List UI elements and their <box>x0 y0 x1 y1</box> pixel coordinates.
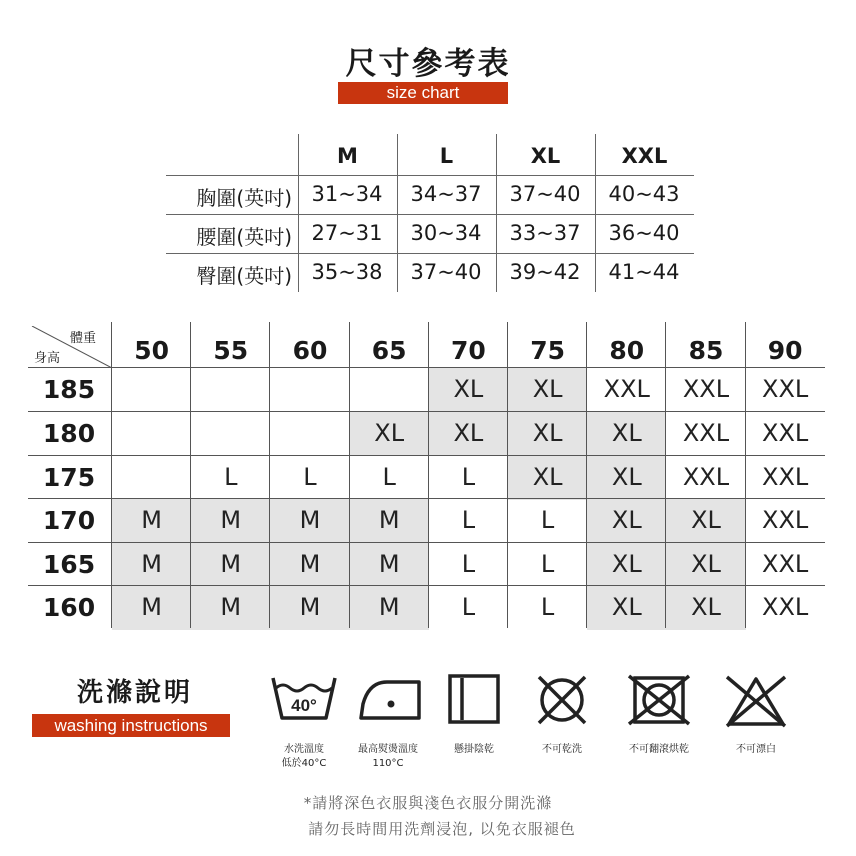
grid-divider <box>111 322 112 628</box>
grid-divider <box>745 322 746 628</box>
measurement-value: 33~37 <box>509 221 581 245</box>
grid-divider <box>28 367 825 368</box>
note-line: *請將深色衣服與淺色衣服分開洗滌 <box>303 794 553 812</box>
size-cell: L <box>461 550 476 578</box>
iron-110-icon <box>357 674 423 726</box>
size-cell: M <box>141 506 162 534</box>
size-cell: L <box>461 593 476 621</box>
size-cell: M <box>220 593 242 621</box>
page-subtitle-badge: size chart <box>338 82 508 104</box>
table-divider <box>166 253 694 254</box>
measurement-value: 41~44 <box>608 260 680 284</box>
size-cell: M <box>220 506 242 534</box>
size-cell: XXL <box>762 375 809 403</box>
wash-label: 水洗溫度 低於40°C <box>281 744 327 769</box>
height-header: 175 <box>42 463 96 492</box>
size-header: XXL <box>621 144 668 168</box>
weight-header: 50 <box>134 336 169 365</box>
size-header: L <box>439 144 454 168</box>
no-dry-clean-icon <box>535 674 589 730</box>
grid-divider <box>28 411 825 412</box>
grid-divider <box>665 322 666 628</box>
size-cell: XL <box>532 419 563 447</box>
grid-divider <box>586 322 587 628</box>
table-divider <box>166 214 694 215</box>
size-cell <box>112 412 191 455</box>
measurement-value: 34~37 <box>410 182 482 206</box>
size-cell: XXL <box>682 463 730 491</box>
grid-divider <box>507 322 508 628</box>
size-cell: M <box>141 593 162 621</box>
size-cell <box>112 456 191 499</box>
size-cell: L <box>224 463 238 491</box>
size-cell: XXL <box>762 593 809 621</box>
weight-header: 60 <box>292 336 328 365</box>
grid-divider <box>190 322 191 628</box>
size-cell: XL <box>532 375 563 403</box>
iron-label: 最高熨燙溫度 110°C <box>358 744 418 769</box>
grid-divider <box>349 322 350 628</box>
grid-divider <box>269 322 270 628</box>
grid-divider <box>428 322 429 628</box>
measurement-value: 40~43 <box>608 182 680 206</box>
size-cell: M <box>220 550 242 578</box>
measurement-label: 腰圍(英吋) <box>196 225 292 249</box>
no-tumble-dry-label: 不可翻滾烘乾 <box>629 744 689 755</box>
size-cell: XL <box>611 419 642 447</box>
size-cell: L <box>461 506 476 534</box>
weight-header: 90 <box>767 336 803 365</box>
size-header: XL <box>530 144 561 168</box>
table-divider <box>166 175 694 176</box>
note-line: 請勿長時間用洗劑浸泡, 以免衣服褪色 <box>308 820 576 838</box>
size-cell: XL <box>532 463 563 491</box>
size-cell: L <box>303 463 317 491</box>
washing-title: 洗滌說明 <box>76 678 193 708</box>
grid-divider <box>28 542 825 543</box>
weight-header: 80 <box>609 336 645 365</box>
height-header: 185 <box>42 375 96 404</box>
height-header: 165 <box>42 550 96 579</box>
size-cell: XL <box>691 593 721 621</box>
no-tumble-dry-icon <box>627 674 691 730</box>
measurement-value: 30~34 <box>410 221 482 245</box>
grid-divider <box>28 498 825 499</box>
measurement-value: 31~34 <box>311 182 383 206</box>
size-cell: M <box>299 550 321 578</box>
weight-header: 70 <box>450 336 486 365</box>
size-cell: XL <box>374 419 405 447</box>
size-cell: L <box>540 506 555 534</box>
measurement-value: 37~40 <box>410 260 482 284</box>
grid-divider <box>28 585 825 586</box>
corner-weight-label: 體重 <box>70 331 97 346</box>
height-header: 170 <box>42 506 96 535</box>
measurement-value: 27~31 <box>311 221 383 245</box>
size-cell: M <box>299 593 321 621</box>
measurement-value: 35~38 <box>311 260 383 284</box>
hang-dry-label: 懸掛陰乾 <box>454 744 494 755</box>
size-cell: M <box>378 506 400 534</box>
size-cell: XL <box>691 550 721 578</box>
size-cell: XXL <box>762 419 809 447</box>
size-cell: L <box>382 463 396 491</box>
size-cell: M <box>299 506 321 534</box>
height-header: 180 <box>42 419 96 448</box>
size-cell: M <box>141 550 162 578</box>
size-cell: L <box>540 550 555 578</box>
corner-height-label: 身高 <box>34 351 61 366</box>
measurement-label: 胸圍(英吋) <box>196 186 292 210</box>
measurement-value: 37~40 <box>509 182 581 206</box>
measurement-label: 臀圍(英吋) <box>196 264 292 288</box>
size-cell: M <box>378 550 400 578</box>
size-cell: XXL <box>682 375 730 403</box>
size-cell: XL <box>611 550 642 578</box>
size-cell: L <box>540 593 555 621</box>
size-cell: XL <box>453 419 484 447</box>
wash-temp: 40° <box>291 696 317 715</box>
size-cell: XXL <box>603 375 650 403</box>
size-cell: XL <box>453 375 484 403</box>
page-title: 尺寸參考表 <box>345 46 511 82</box>
size-cell: XL <box>691 506 721 534</box>
weight-header: 85 <box>688 336 724 365</box>
no-bleach-icon <box>723 674 789 732</box>
size-cell: M <box>378 593 400 621</box>
no-dry-clean-label: 不可乾洗 <box>542 744 582 755</box>
size-cell: XL <box>611 506 642 534</box>
washing-subtitle-badge: washing instructions <box>32 714 230 737</box>
wash-40-icon <box>270 674 338 726</box>
size-cell: XXL <box>682 419 730 447</box>
size-cell <box>191 412 270 455</box>
size-header: M <box>337 144 358 168</box>
size-cell: XL <box>611 463 642 491</box>
size-cell: XXL <box>762 550 809 578</box>
size-cell <box>191 368 270 411</box>
weight-header: 75 <box>530 336 565 365</box>
measurement-value: 36~40 <box>608 221 680 245</box>
size-cell: XL <box>611 593 642 621</box>
no-bleach-label: 不可漂白 <box>736 744 776 755</box>
measurement-value: 39~42 <box>509 260 581 284</box>
size-cell <box>270 368 349 411</box>
size-cell <box>112 368 191 411</box>
grid-divider <box>28 455 825 456</box>
size-cell <box>270 412 349 455</box>
weight-header: 65 <box>371 336 407 365</box>
weight-header: 55 <box>213 336 249 365</box>
care-notes <box>0 790 856 842</box>
size-cell: XXL <box>762 463 809 491</box>
size-cell: L <box>461 463 476 491</box>
hang-dry-icon <box>448 674 500 728</box>
size-cell: XXL <box>762 506 809 534</box>
size-cell <box>350 368 429 411</box>
height-header: 160 <box>42 593 96 622</box>
